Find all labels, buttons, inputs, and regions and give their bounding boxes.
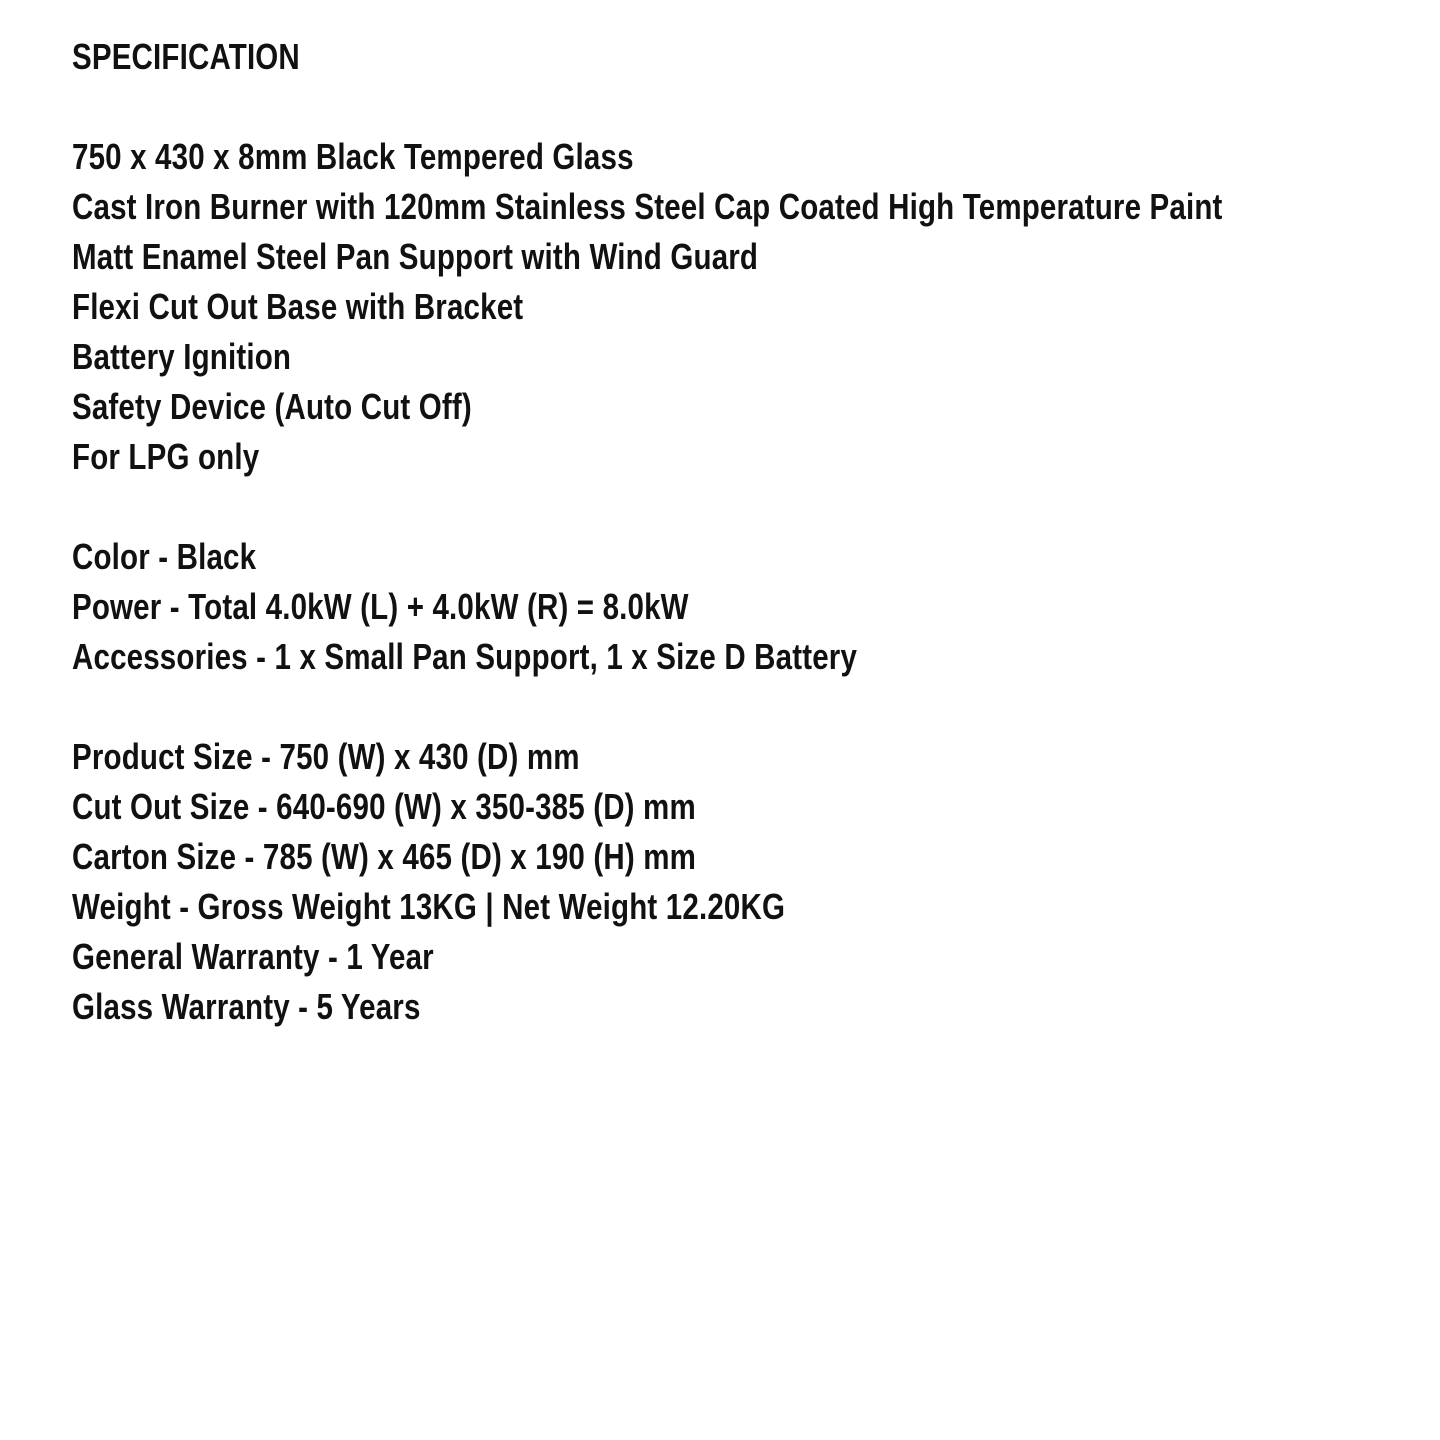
feature-line: Safety Device (Auto Cut Off) bbox=[72, 386, 472, 427]
property-line: Color - Black bbox=[72, 536, 257, 577]
feature-line: Cast Iron Burner with 120mm Stainless Steel Cap Coated High Temperature Paint bbox=[72, 186, 1223, 227]
dimensions-section bbox=[72, 732, 1422, 1032]
dimension-line: Cut Out Size - 640-690 (W) x 350-385 (D) mm bbox=[72, 786, 696, 827]
dimension-line: Glass Warranty - 5 Years bbox=[72, 986, 421, 1027]
property-line: Accessories - 1 x Small Pan Support, 1 x Size D Battery bbox=[72, 636, 858, 677]
page-title: SPECIFICATION bbox=[72, 36, 300, 77]
dimension-line: Product Size - 750 (W) x 430 (D) mm bbox=[72, 736, 580, 777]
feature-line: Battery Ignition bbox=[72, 336, 292, 377]
feature-line: For LPG only bbox=[72, 436, 260, 477]
feature-line: Matt Enamel Steel Pan Support with Wind Guard bbox=[72, 236, 759, 277]
dimension-line: Carton Size - 785 (W) x 465 (D) x 190 (H) mm bbox=[72, 836, 697, 877]
feature-line: 750 x 430 x 8mm Black Tempered Glass bbox=[72, 136, 634, 177]
dimension-line: Weight - Gross Weight 13KG | Net Weight 12.20KG bbox=[72, 886, 786, 927]
dimension-line: General Warranty - 1 Year bbox=[72, 936, 434, 977]
feature-line: Flexi Cut Out Base with Bracket bbox=[72, 286, 524, 327]
features-section bbox=[72, 132, 1422, 482]
properties-section bbox=[72, 532, 1422, 682]
property-line: Power - Total 4.0kW (L) + 4.0kW (R) = 8.0kW bbox=[72, 586, 689, 627]
specification-document bbox=[72, 32, 1422, 1032]
